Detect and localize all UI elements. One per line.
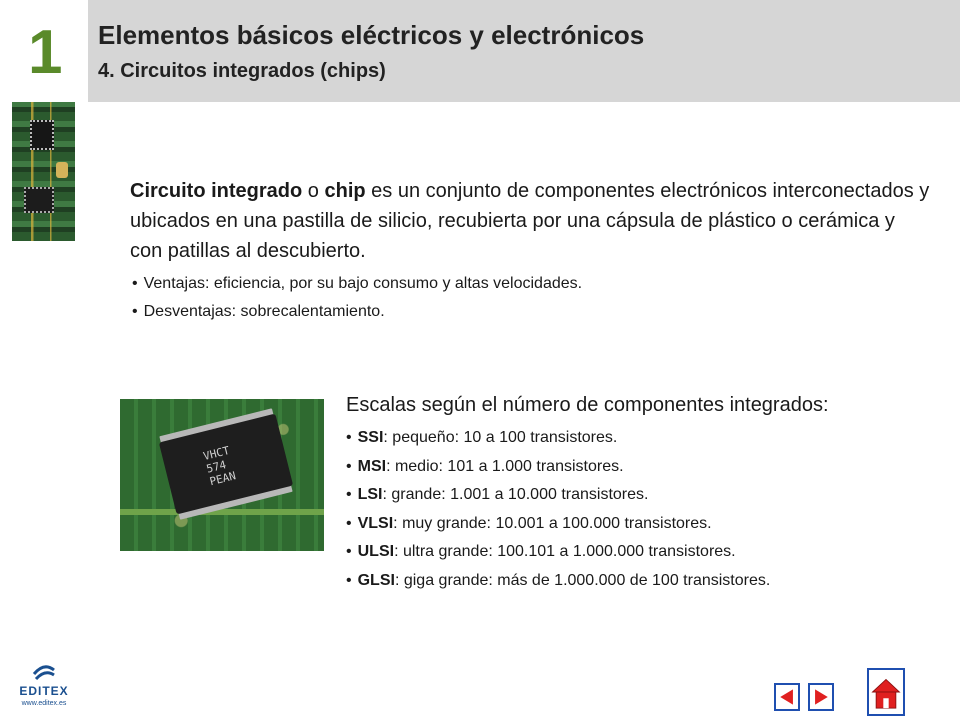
scales-heading: Escalas según el número de componentes integrados: bbox=[346, 394, 829, 416]
list-item bbox=[346, 453, 946, 482]
next-slide-button[interactable] bbox=[808, 683, 834, 711]
page-title: Elementos básicos eléctricos y electrónicos bbox=[98, 20, 645, 50]
scales-list bbox=[346, 424, 946, 595]
scale-description: : grande: 1.001 a 10.000 transistores. bbox=[382, 486, 649, 503]
scale-description: : medio: 101 a 1.000 transistores. bbox=[386, 457, 624, 475]
logo-url: www.editex.es bbox=[21, 700, 67, 707]
previous-slide-button[interactable] bbox=[774, 683, 800, 711]
scale-description: : muy grande: 10.001 a 100.000 transistores. bbox=[393, 514, 712, 532]
scale-acronym: MSI bbox=[357, 457, 387, 475]
list-item bbox=[346, 481, 946, 510]
scale-acronym: LSI bbox=[357, 486, 383, 503]
intro-connector: o bbox=[302, 180, 325, 202]
scale-acronym: ULSI bbox=[357, 543, 395, 560]
editex-logo bbox=[14, 660, 74, 712]
integrated-circuit-photo bbox=[120, 399, 324, 551]
list-item bbox=[346, 424, 946, 453]
editex-logo-mark-icon bbox=[30, 660, 58, 682]
list-item bbox=[346, 538, 946, 567]
ic-marking: VHCT 574 PEAN bbox=[201, 443, 238, 489]
scale-acronym: VLSI bbox=[357, 514, 394, 532]
ic-package bbox=[159, 414, 293, 515]
logo-text: EDITEX bbox=[19, 684, 69, 698]
scale-description: : pequeño: 10 a 100 transistores. bbox=[383, 429, 618, 446]
capacitor-graphic bbox=[56, 162, 68, 178]
intro-definition: es un conjunto de componentes electrónicos interconectados y ubicados en una pastilla de silicio, recubierta por una cápsula de plástico o cerámica y con patillas al descubierto. bbox=[130, 180, 930, 262]
pcb-trace bbox=[120, 509, 324, 515]
scale-description: : giga grande: más de 1.000.000 de 100 transistores. bbox=[394, 571, 771, 589]
term-circuito-integrado: Circuito integrado bbox=[130, 180, 303, 202]
intro-paragraph bbox=[130, 176, 930, 266]
scale-acronym: GLSI bbox=[357, 571, 395, 589]
list-item: • Ventajas: eficiencia, por su bajo consumo y altas velocidades. bbox=[132, 270, 912, 298]
triangle-left-icon bbox=[776, 685, 798, 709]
list-item: • Desventajas: sobrecalentamiento. bbox=[132, 298, 912, 326]
list-item bbox=[346, 567, 946, 596]
chip-graphic bbox=[30, 120, 54, 150]
scale-description: : ultra grande: 100.101 a 1.000.000 transistores. bbox=[394, 543, 736, 560]
header-band bbox=[88, 0, 960, 102]
circuit-board-image bbox=[12, 102, 75, 241]
chapter-number: 1 bbox=[28, 18, 63, 87]
term-chip: chip bbox=[324, 180, 366, 202]
scale-acronym: SSI bbox=[357, 429, 384, 446]
triangle-right-icon bbox=[810, 685, 832, 709]
pros-cons-list bbox=[132, 270, 912, 326]
home-button[interactable] bbox=[867, 668, 905, 716]
list-item bbox=[346, 510, 946, 539]
home-icon bbox=[869, 670, 903, 714]
chip-graphic bbox=[24, 187, 54, 213]
page-subtitle: 4. Circuitos integrados (chips) bbox=[98, 60, 386, 82]
